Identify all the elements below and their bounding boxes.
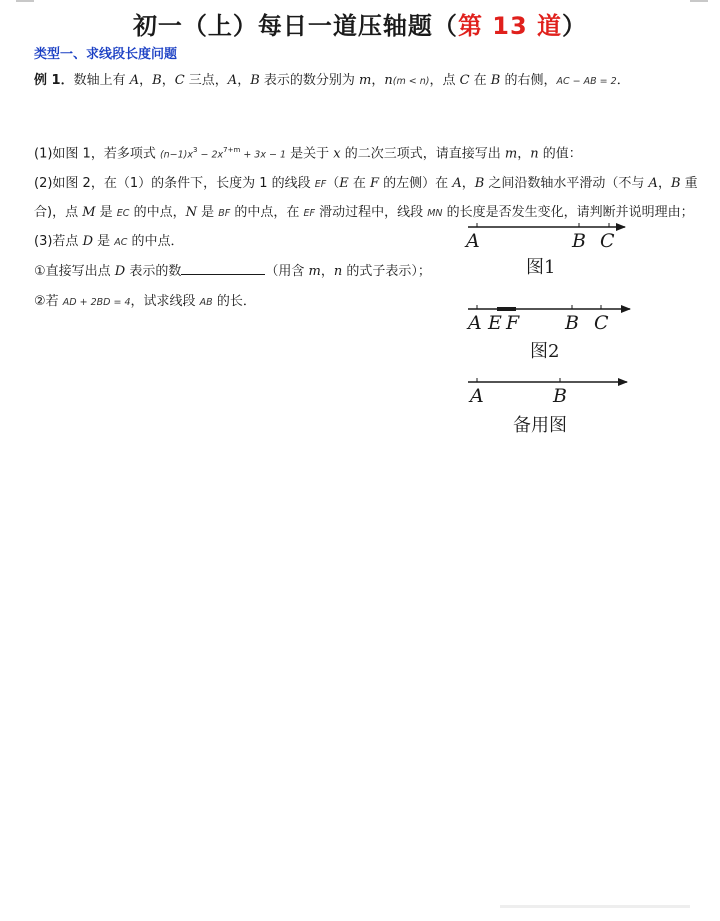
poly-term: − 2 — [197, 149, 218, 161]
var-n: n — [530, 146, 539, 162]
comma: ， — [461, 176, 475, 191]
var-m-point: M — [82, 205, 96, 220]
var-a: A — [648, 176, 658, 191]
segment-ef: EF — [303, 208, 315, 219]
comma: ， — [371, 73, 385, 88]
part2-text: 的长度是否发生变化，请判断并说明理由； — [442, 205, 694, 220]
part2-text: 重 — [680, 176, 698, 191]
part2-text: 之间沿数轴水平滑动（不与 — [484, 176, 649, 191]
var-m: m — [504, 146, 518, 162]
point-label: B — [572, 230, 586, 252]
var-n: n — [384, 73, 393, 88]
var-c: C — [174, 73, 185, 88]
var-a: A — [452, 176, 462, 191]
var-a: A — [227, 73, 238, 88]
intro-text: 的右侧， — [500, 73, 557, 88]
intro-text: ，点 — [429, 73, 460, 88]
part1-text: 是关于 — [286, 146, 334, 162]
part2-text: (2)如图 2，在（1）的条件下，长度为 1 的线段 — [34, 176, 315, 191]
var-f: F — [370, 176, 380, 191]
var-b: B — [490, 73, 501, 88]
comma: ， — [657, 176, 671, 191]
segment-ab: AB — [199, 297, 213, 308]
part2-text: 的左侧）在 — [379, 176, 453, 191]
part2-text: 的中点，在 — [230, 205, 304, 220]
figure-2 — [466, 305, 630, 362]
segment-ef: EF — [314, 179, 327, 190]
poly-x: x — [217, 149, 224, 161]
comma: ， — [139, 73, 153, 88]
segment-ec: EC — [116, 208, 130, 219]
var-a: A — [129, 73, 140, 88]
poly-exp: 3 — [193, 146, 198, 154]
figure-1 — [464, 223, 625, 278]
title-highlight: 第 13 道 — [457, 12, 563, 40]
part3-1-text: （用含 — [265, 264, 309, 279]
equation-ac-ab: AC − AB = 2 — [556, 76, 617, 87]
point-label: B — [565, 312, 579, 334]
figure-caption: 图2 — [530, 341, 560, 362]
comma: ， — [320, 264, 334, 279]
part1-text: 的二次三项式，请直接写出 — [340, 146, 505, 162]
point-label: C — [594, 312, 609, 334]
part3-1-text: 的式子表示）； — [342, 264, 431, 279]
segment-ac: AC — [114, 237, 128, 248]
part2-text: 合)，点 — [34, 205, 83, 220]
condition-m-less-n: (m < n) — [392, 76, 430, 87]
part2-text: 是 — [95, 205, 117, 220]
title-prefix: 初一（上）每日一道压轴题（ — [132, 12, 458, 40]
figure-caption: 备用图 — [513, 415, 567, 436]
section-title: 类型一、求线段长度问题 — [34, 47, 178, 62]
point-label: A — [468, 312, 482, 334]
part3-text: (3)若点 — [34, 234, 83, 249]
point-label: A — [466, 230, 480, 252]
intro-text: 三点， — [184, 73, 228, 88]
var-n-point: N — [185, 205, 197, 220]
part3-1-text: 表示的数 — [125, 264, 182, 279]
var-d: D — [114, 264, 126, 279]
intro-text: 数轴上有 — [73, 73, 130, 88]
var-b: B — [152, 73, 162, 88]
point-label: C — [600, 230, 615, 252]
var-b: B — [670, 176, 681, 191]
part2-text: 的中点， — [129, 205, 186, 220]
point-label: E — [488, 312, 502, 334]
poly-exp: 7+m — [223, 146, 241, 154]
part3-text: 是 — [93, 234, 115, 249]
part1-text: 的值： — [538, 146, 582, 162]
comma: ， — [237, 73, 251, 88]
poly-term: + 3x − 1 — [240, 149, 287, 161]
part2-text: 在 — [348, 176, 371, 191]
comma: ， — [161, 73, 175, 88]
var-b: B — [474, 176, 485, 191]
intro-text: 在 — [469, 73, 491, 88]
poly-coef: (n−1) — [159, 149, 188, 161]
part3-1-text: ①直接写出点 — [34, 264, 115, 279]
period: ． — [616, 73, 630, 88]
var-m: m — [308, 264, 321, 279]
part3-text: 的中点． — [127, 234, 184, 249]
bottom-mark — [500, 905, 690, 908]
poly-x: x — [187, 149, 194, 161]
part3-2-text: ②若 — [34, 294, 63, 309]
part2-text: 滑动过程中，线段 — [314, 205, 428, 220]
comma: ， — [517, 146, 531, 162]
figure-3 — [468, 378, 627, 436]
title-suffix: ） — [562, 12, 588, 40]
figure-caption: 图1 — [526, 257, 556, 278]
segment-bf: BF — [218, 208, 231, 219]
var-d: D — [82, 234, 93, 249]
var-n: n — [333, 264, 343, 279]
intro-text: 表示的数分别为 — [259, 73, 360, 88]
var-e: E — [339, 176, 349, 191]
part3-2-text: ，试求线段 — [130, 294, 200, 309]
equation-ad-bd: AD + 2BD = 4 — [62, 297, 131, 308]
part2-text: 是 — [196, 205, 219, 220]
example-label: 例 1． — [34, 73, 74, 88]
point-label: A — [470, 385, 484, 407]
point-label: F — [506, 312, 520, 334]
part1-text: (1)如图 1，若多项式 — [34, 146, 160, 162]
var-m: m — [359, 73, 372, 88]
var-b: B — [250, 73, 260, 88]
part2-text: （ — [326, 176, 340, 191]
segment-mn: MN — [427, 208, 443, 219]
var-x: x — [333, 146, 341, 162]
part3-2-text: 的长． — [212, 294, 256, 309]
var-c: C — [459, 73, 470, 88]
point-label: B — [553, 385, 567, 407]
